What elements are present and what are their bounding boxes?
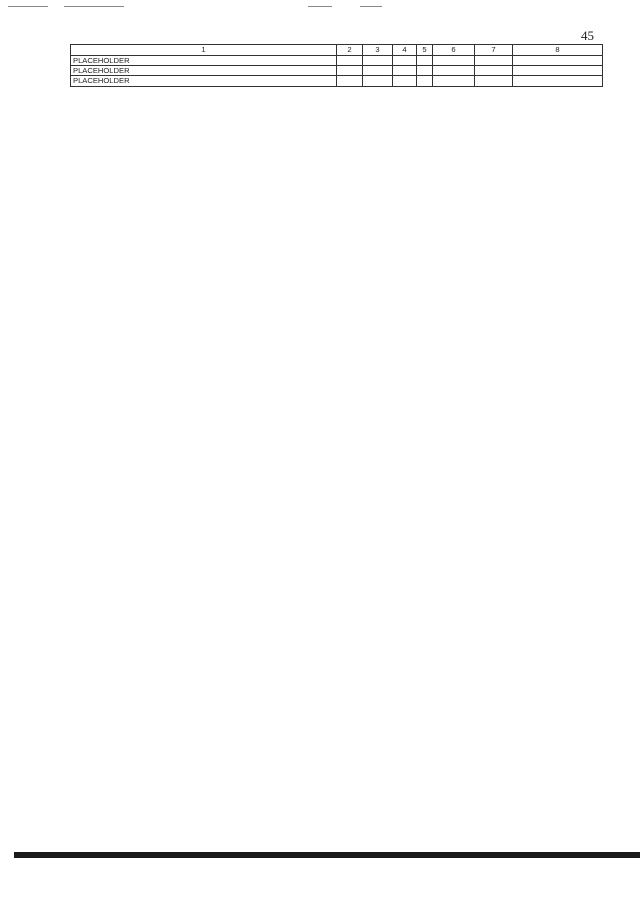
row-code-3 — [363, 66, 393, 76]
row-code-5 — [417, 56, 433, 66]
row-code-4 — [393, 56, 417, 66]
column-header: 4 — [393, 45, 417, 56]
row-code-7 — [475, 66, 513, 76]
row-code-5 — [417, 66, 433, 76]
table-header-row — [71, 45, 603, 56]
budget-table — [70, 44, 603, 87]
column-header: 7 — [475, 45, 513, 56]
table-row — [71, 76, 603, 86]
row-code-6 — [433, 56, 475, 66]
column-header: 8 — [513, 45, 603, 56]
scan-bottom-rule — [14, 852, 640, 858]
table-body — [71, 56, 603, 87]
row-name: PLACEHOLDER — [71, 56, 337, 66]
column-header: 5 — [417, 45, 433, 56]
row-code-4 — [393, 66, 417, 76]
row-code-4 — [393, 76, 417, 86]
row-name: PLACEHOLDER — [71, 66, 337, 76]
table-row — [71, 66, 603, 76]
scan-edge-marks — [8, 6, 628, 10]
row-name: PLACEHOLDER — [71, 76, 337, 86]
row-amount — [513, 76, 603, 86]
row-code-7 — [475, 76, 513, 86]
row-amount — [513, 56, 603, 66]
column-header: 1 — [71, 45, 337, 56]
row-code-5 — [417, 76, 433, 86]
column-header: 3 — [363, 45, 393, 56]
row-code-2 — [337, 66, 363, 76]
row-code-3 — [363, 56, 393, 66]
row-code-2 — [337, 76, 363, 86]
column-header: 6 — [433, 45, 475, 56]
row-code-6 — [433, 76, 475, 86]
row-amount — [513, 66, 603, 76]
row-code-2 — [337, 56, 363, 66]
column-header: 2 — [337, 45, 363, 56]
row-code-3 — [363, 76, 393, 86]
row-code-7 — [475, 56, 513, 66]
page-number: 45 — [581, 28, 594, 43]
table-row — [71, 56, 603, 66]
row-code-6 — [433, 66, 475, 76]
